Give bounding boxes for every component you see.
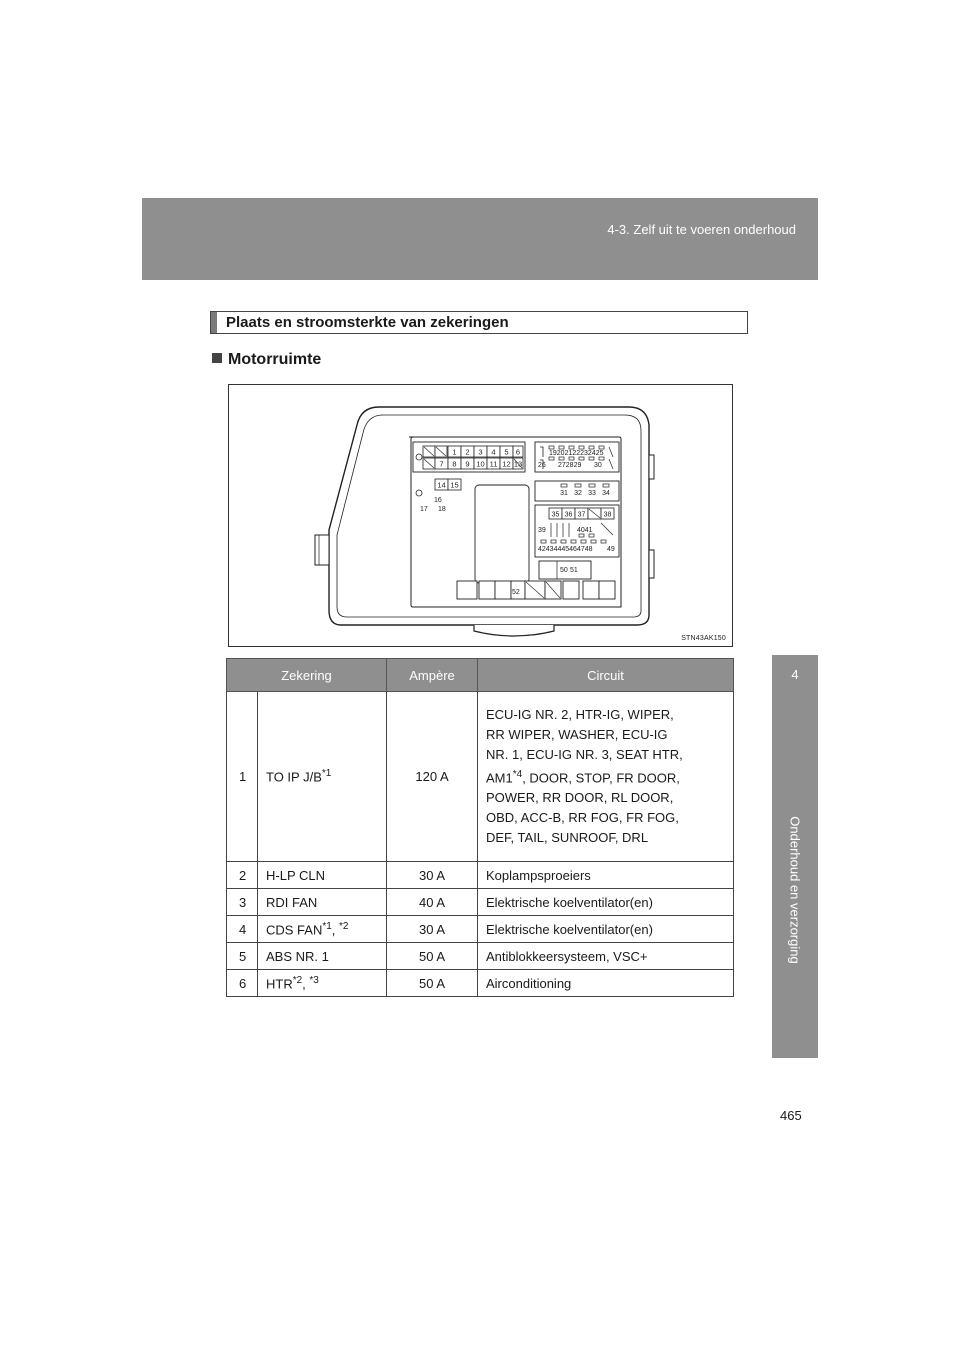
fuse-label-51: 51 <box>570 567 578 574</box>
circuit-line: POWER, RR DOOR, RL DOOR, <box>486 790 674 806</box>
footnote-separator: , <box>331 922 340 938</box>
fuse-name: RDI FAN <box>258 889 387 916</box>
fuse-label-30: 30 <box>594 462 602 469</box>
table-row <box>227 889 734 916</box>
circuit-after: , DOOR, STOP, FR DOOR, <box>522 770 680 786</box>
table-row <box>227 943 734 970</box>
page-number: 465 <box>780 1108 802 1123</box>
fuse-number: 5 <box>227 943 258 970</box>
page-header-band <box>142 198 818 280</box>
fuse-label-36: 36 <box>564 511 573 519</box>
col-header-ampere: Ampère <box>387 659 478 692</box>
fuse-circuit: Antiblokkeersysteem, VSC+ <box>478 943 734 970</box>
fuse-ampere: 50 A <box>387 970 478 997</box>
fuse-ampere: 120 A <box>387 692 478 862</box>
fuse-label-38: 38 <box>603 511 612 519</box>
subheading-text: Motorruimte <box>228 351 322 368</box>
footnote-mark: *2 <box>339 920 349 932</box>
fuse-label-31: 31 <box>560 490 568 497</box>
table-row <box>227 970 734 997</box>
fuse-label-14: 14 <box>437 480 446 490</box>
table-row <box>227 862 734 889</box>
fuse-number: 3 <box>227 889 258 916</box>
fuse-number: 1 <box>227 692 258 862</box>
fuse-circuit: Koplampsproeiers <box>478 862 734 889</box>
fuse-box-diagram <box>228 384 733 647</box>
fuse-ampere: 30 A <box>387 916 478 943</box>
fuse-label-42-48: 42434445464748 <box>538 546 593 553</box>
chapter-number-tab: 4 <box>772 655 818 723</box>
fuse-label-26: 26 <box>538 462 546 469</box>
fuse-label-2: 2 <box>465 447 470 457</box>
circuit-line <box>486 765 725 788</box>
fuse-label-15: 15 <box>450 480 459 490</box>
fuse-circuit: Airconditioning <box>478 970 734 997</box>
fuse-label-49: 49 <box>607 546 615 553</box>
fuse-label-40-41: 4041 <box>577 527 593 534</box>
fuse-name-text: HTR <box>266 976 293 992</box>
square-bullet-icon <box>212 353 222 363</box>
fuse-label-33: 33 <box>588 490 596 497</box>
fuse-label-52: 52 <box>512 589 520 596</box>
footnote-mark: *4 <box>512 768 523 780</box>
fuse-circuit: Elektrische koelventilator(en) <box>478 889 734 916</box>
section-heading-box <box>210 311 748 334</box>
fuse-number: 6 <box>227 970 258 997</box>
fuse-number: 2 <box>227 862 258 889</box>
fuse-circuit <box>478 692 734 862</box>
table-header-row <box>227 659 734 692</box>
fuse-label-1: 1 <box>452 447 457 457</box>
circuit-line: OBD, ACC-B, RR FOG, FR FOG, <box>486 810 679 826</box>
fuse-label-5: 5 <box>504 447 509 457</box>
section-heading: Plaats en stroomsterkte van zekeringen <box>226 314 509 331</box>
fuse-name <box>258 692 387 862</box>
fuse-label-7: 7 <box>439 459 444 469</box>
fuse-label-32: 32 <box>574 490 582 497</box>
fuse-label-50: 50 <box>560 567 568 574</box>
fuse-label-19-25: 19202122232425 <box>549 450 604 457</box>
heading-marker <box>211 312 217 333</box>
footnote-mark: *3 <box>309 974 319 986</box>
fuse-label-16: 16 <box>434 497 442 504</box>
circuit-line: NR. 1, ECU-IG NR. 3, SEAT HTR, <box>486 746 683 762</box>
circuit-am1: AM1 <box>486 770 513 786</box>
chapter-title: Onderhoud en verzorging <box>787 816 803 964</box>
fuse-ampere: 30 A <box>387 862 478 889</box>
fuse-ampere: 40 A <box>387 889 478 916</box>
fuse-label-9: 9 <box>465 459 470 469</box>
fuse-label-10: 10 <box>476 459 485 469</box>
circuit-line: ECU-IG NR. 2, HTR-IG, WIPER, <box>486 706 674 722</box>
fuse-name <box>258 970 387 997</box>
section-title: 4-3. Zelf uit te voeren onderhoud <box>607 222 796 237</box>
fuse-box-drawing <box>229 385 734 648</box>
fuse-name: H-LP CLN <box>258 862 387 889</box>
circuit-line: DEF, TAIL, SUNROOF, DRL <box>486 830 649 846</box>
footnote-mark: *1 <box>322 920 332 932</box>
footnote-mark: *1 <box>321 768 332 780</box>
fuse-circuit: Elektrische koelventilator(en) <box>478 916 734 943</box>
fuse-name: ABS NR. 1 <box>258 943 387 970</box>
footnote-separator: , <box>302 976 310 992</box>
fuse-table <box>226 658 734 997</box>
fuse-ampere: 50 A <box>387 943 478 970</box>
fuse-label-13: 13 <box>513 459 523 469</box>
fuse-label-3: 3 <box>478 447 483 457</box>
table-row <box>227 916 734 943</box>
fuse-label-4: 4 <box>491 447 496 457</box>
fuse-label-34: 34 <box>602 490 610 497</box>
footnote-mark: *2 <box>292 974 303 986</box>
circuit-line: RR WIPER, WASHER, ECU-IG <box>486 726 668 742</box>
fuse-name-text: CDS FAN <box>266 922 323 938</box>
col-header-circuit: Circuit <box>478 659 734 692</box>
figure-code: STN43AK150 <box>681 635 726 642</box>
fuse-label-12: 12 <box>502 459 511 469</box>
fuse-number: 4 <box>227 916 258 943</box>
fuse-label-35: 35 <box>551 511 560 519</box>
fuse-label-6: 6 <box>515 447 521 457</box>
fuse-label-18: 18 <box>438 506 446 513</box>
table-row <box>227 692 734 862</box>
fuse-label-27-29: 272829 <box>558 462 582 469</box>
subheading <box>212 351 321 369</box>
fuse-name <box>258 916 387 943</box>
fuse-label-11: 11 <box>489 459 498 469</box>
fuse-label-17: 17 <box>420 506 428 513</box>
fuse-name-text: TO IP J/B <box>266 769 322 785</box>
fuse-label-37: 37 <box>577 511 586 519</box>
fuse-label-39: 39 <box>538 527 546 534</box>
col-header-zekering: Zekering <box>227 659 387 692</box>
fuse-label-8: 8 <box>452 459 457 469</box>
